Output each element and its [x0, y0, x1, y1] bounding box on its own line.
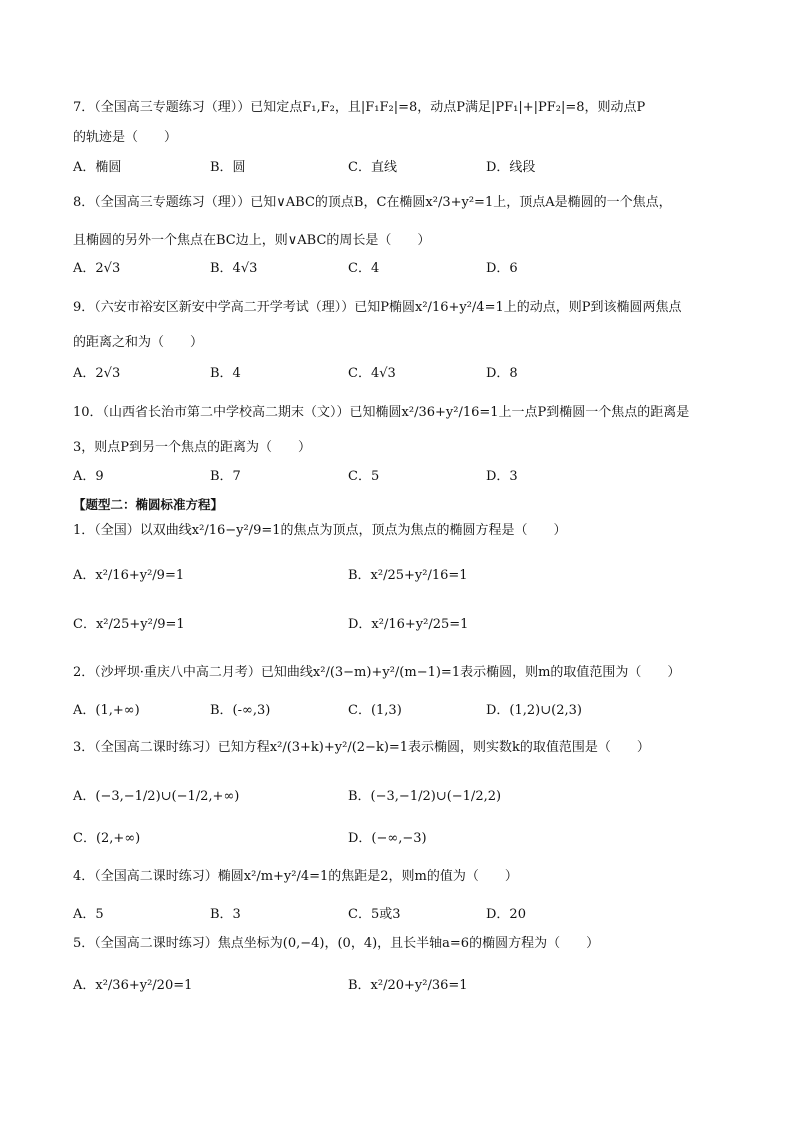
q9-option-a: A．2√3 [73, 366, 121, 381]
s4-option-d: D．20 [486, 907, 526, 922]
s5-stem: 5．（全国高二课时练习）焦点坐标为(0,−4)，(0，4)，且长半轴a=6的椭圆方程为（ ） [73, 936, 600, 951]
s5-option-b: B．x²/20+y²/36=1 [348, 978, 468, 993]
q9-option-d: D．8 [486, 366, 518, 381]
s2-option-c: C．(1,3) [348, 703, 402, 718]
q7-option-d: D．线段 [486, 160, 536, 175]
q10-option-a: A．9 [73, 469, 104, 484]
q7-option-a: A．椭圆 [73, 160, 122, 175]
q7-option-c: C．直线 [348, 160, 397, 175]
q7-stem-line1: 7．（全国高三专题练习（理））已知定点F₁,F₂，且|F₁F₂|=8，动点P满足|PF₁|+|PF₂|=8，则动点P [73, 100, 646, 115]
q8-stem-line1: 8．（全国高三专题练习（理））已知∨ABC的顶点B，C在椭圆x²/3+y²=1上，顶点A是椭圆的一个焦点， [73, 195, 672, 210]
s2-option-d: D．(1,2)∪(2,3) [486, 703, 582, 718]
s1-option-b: B．x²/25+y²/16=1 [348, 568, 468, 583]
q9-stem-line2: 的距离之和为（ ） [73, 335, 204, 350]
q10-option-d: D．3 [486, 469, 518, 484]
s4-stem: 4．（全国高二课时练习）椭圆x²/m+y²/4=1的焦距是2，则m的值为（ ） [73, 869, 518, 884]
q10-option-b: B．7 [210, 469, 241, 484]
s2-stem: 2．（沙坪坝·重庆八中高二月考）已知曲线x²/(3−m)+y²/(m−1)=1表示椭圆，则m的取值范围为（ ） [73, 665, 681, 680]
s2-option-a: A．(1,+∞) [73, 703, 140, 718]
q9-option-c: C．4√3 [348, 366, 396, 381]
s4-option-c: C．5或3 [348, 907, 401, 922]
s1-option-a: A．x²/16+y²/9=1 [73, 568, 185, 583]
q7-stem-line2: 的轨迹是（ ） [73, 130, 178, 145]
s3-stem: 3．（全国高二课时练习）已知方程x²/(3+k)+y²/(2−k)=1表示椭圆，则实数k的取值范围是（ ） [73, 740, 650, 755]
s4-option-b: B．3 [210, 907, 241, 922]
q10-option-c: C．5 [348, 469, 380, 484]
q9-option-b: B．4 [210, 366, 241, 381]
q8-option-b: B．4√3 [210, 261, 258, 276]
q8-stem-line2: 且椭圆的另外一个焦点在BC边上，则∨ABC的周长是（ ） [73, 233, 431, 248]
q9-stem-line1: 9．（六安市裕安区新安中学高二开学考试（理））已知P椭圆x²/16+y²/4=1上的动点，则P到该椭圆两焦点 [73, 300, 682, 315]
section-title: 【题型二：椭圆标准方程】 [73, 497, 224, 512]
s1-option-c: C．x²/25+y²/9=1 [73, 617, 185, 632]
s3-option-c: C．(2,+∞) [73, 831, 141, 846]
s5-option-a: A．x²/36+y²/20=1 [73, 978, 193, 993]
s1-stem: 1．（全国）以双曲线x²/16−y²/9=1的焦点为顶点，顶点为焦点的椭圆方程是（ ） [73, 523, 567, 538]
q7-option-b: B．圆 [210, 160, 246, 175]
q10-stem-line2: 3，则点P到另一个焦点的距离为（ ） [73, 440, 312, 455]
s3-option-a: A．(−3,−1/2)∪(−1/2,+∞) [73, 789, 240, 804]
q8-option-c: C．4 [348, 261, 380, 276]
s1-option-d: D．x²/16+y²/25=1 [348, 617, 469, 632]
q8-option-a: A．2√3 [73, 261, 121, 276]
q10-stem-line1: 10．（山西省长治市第二中学校高二期末（文））已知椭圆x²/36+y²/16=1上一点P到椭圆一个焦点的距离是 [73, 405, 690, 420]
s4-option-a: A．5 [73, 907, 104, 922]
s3-option-b: B．(−3,−1/2)∪(−1/2,2) [348, 789, 502, 804]
q8-option-d: D．6 [486, 261, 518, 276]
s3-option-d: D．(−∞,−3) [348, 831, 427, 846]
s2-option-b: B．(-∞,3) [210, 703, 271, 718]
